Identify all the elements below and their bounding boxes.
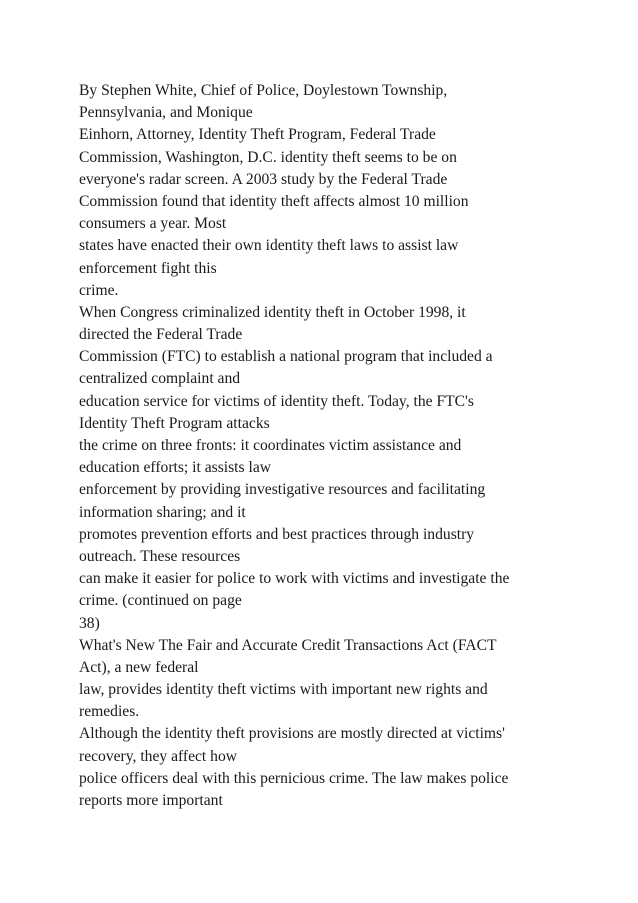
text-line: When Congress criminalized identity theft in October 1998, it xyxy=(79,303,466,321)
text-line: crime. xyxy=(79,281,119,299)
text-line: the crime on three fronts: it coordinates victim assistance and xyxy=(79,437,462,454)
text-line: enforcement by providing investigative resources and facilitating xyxy=(79,481,486,499)
text-line: Pennsylvania, and Monique xyxy=(79,104,253,122)
article-body xyxy=(79,80,569,812)
text-line: recovery, they affect how xyxy=(79,747,238,765)
text-line: information sharing; and it xyxy=(79,503,246,521)
text-line: What's New The Fair and Accurate Credit Transactions Act (FACT xyxy=(79,636,497,654)
text-line: everyone's radar screen. A 2003 study by the Federal Trade xyxy=(79,170,448,188)
text-line: remedies. xyxy=(79,703,140,721)
text-line: directed the Federal Trade xyxy=(79,326,243,344)
text-line: promotes prevention efforts and best practices through industry xyxy=(79,525,475,543)
text-line: police officers deal with this pernicious crime. The law makes police xyxy=(79,769,509,787)
text-line: education service for victims of identity theft. Today, the FTC's xyxy=(79,392,474,410)
text-line: Commission (FTC) to establish a national program that included a xyxy=(79,348,493,366)
text-line: law, provides identity theft victims with important new rights and xyxy=(79,681,488,699)
text-line: Commission, Washington, D.C. identity theft seems to be on xyxy=(79,148,457,166)
text-line: Although the identity theft provisions are mostly directed at victims' xyxy=(79,725,505,743)
text-line: enforcement fight this xyxy=(79,259,217,277)
text-line: can make it easier for police to work with victims and investigate the xyxy=(79,570,510,588)
text-line: Identity Theft Program attacks xyxy=(79,414,270,432)
text-line: education efforts; it assists law xyxy=(79,459,271,477)
text-line: states have enacted their own identity theft laws to assist law xyxy=(79,237,459,255)
text-line: reports more important xyxy=(79,792,223,809)
text-line: consumers a year. Most xyxy=(79,215,227,233)
text-line: crime. (continued on page xyxy=(79,592,242,610)
text-line: centralized complaint and xyxy=(79,370,241,388)
text-line: Einhorn, Attorney, Identity Theft Program, Federal Trade xyxy=(79,126,436,144)
text-line: outreach. These resources xyxy=(79,547,241,565)
text-line: Act), a new federal xyxy=(79,658,199,676)
text-line: 38) xyxy=(79,614,100,632)
text-line: By Stephen White, Chief of Police, Doylestown Township, xyxy=(79,82,448,99)
text-line: Commission found that identity theft affects almost 10 million xyxy=(79,192,469,210)
